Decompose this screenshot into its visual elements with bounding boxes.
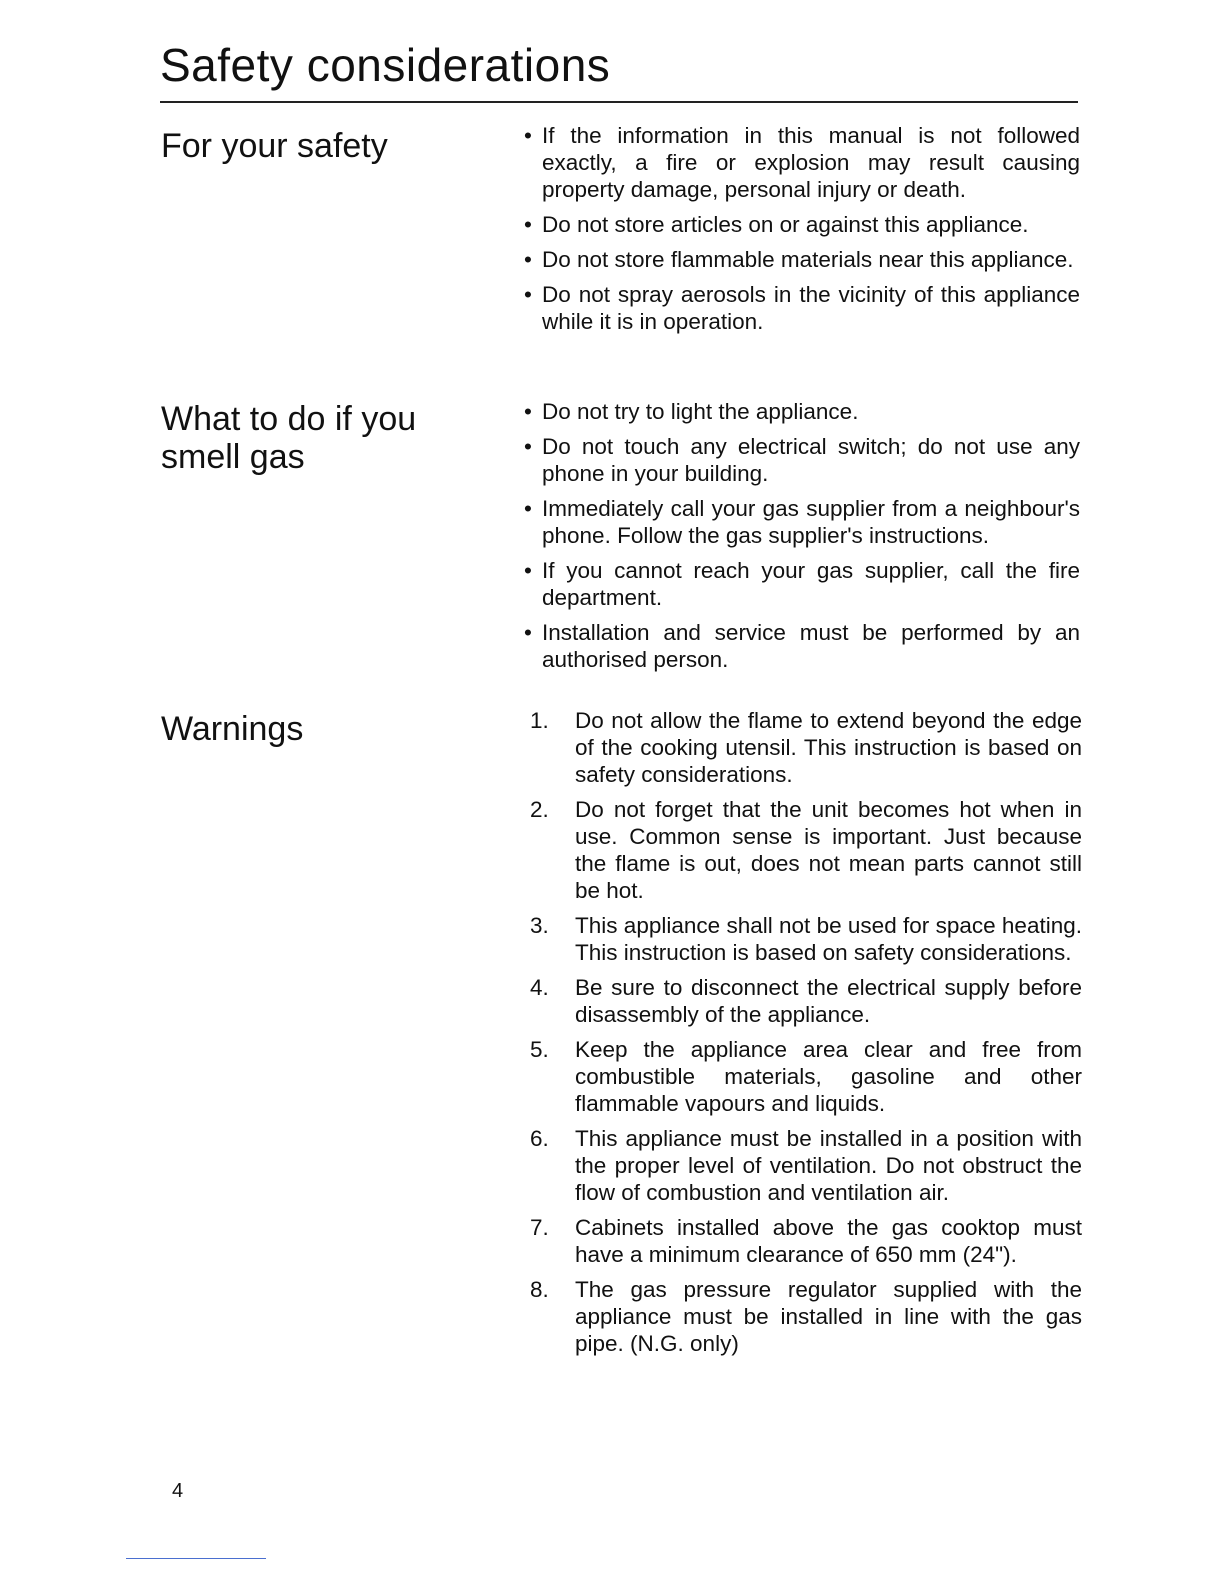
section-heading-gas xyxy=(161,400,461,476)
list-item: • If you cannot reach your gas supplier, call the fire department. xyxy=(524,557,1080,611)
item-text: This appliance must be installed in a position with the proper level of ventilation. Do not obstruct the flow of combustion and ventilation air. xyxy=(575,1126,1082,1205)
list-item: • Do not try to light the appliance. xyxy=(524,398,1080,425)
item-number: 7. xyxy=(530,1215,549,1240)
item-text: Do not allow the flame to extend beyond the edge of the cooking utensil. This instruction is based on safety considerations. xyxy=(575,708,1082,787)
page-number: 4 xyxy=(172,1480,184,1502)
list-item: • Do not spray aerosols in the vicinity of this appliance while it is in operation. xyxy=(524,281,1080,335)
list-item: • Do not store flammable materials near this appliance. xyxy=(524,246,1080,273)
list-item: • Installation and service must be performed by an authorised person. xyxy=(524,619,1080,673)
section-heading-safety: For your safety xyxy=(161,127,388,165)
item-number: 1. xyxy=(530,708,549,733)
list-item xyxy=(520,1214,1082,1268)
list-item: • If the information in this manual is not followed exactly, a fire or explosion may result causing property damage, personal injury or death. xyxy=(524,122,1080,203)
item-number: 4. xyxy=(530,975,549,1000)
item-number: 3. xyxy=(530,913,549,938)
list-item xyxy=(520,1036,1082,1117)
list-item: • Do not touch any electrical switch; do not use any phone in your building. xyxy=(524,433,1080,487)
list-item xyxy=(520,912,1082,966)
item-number: 5. xyxy=(530,1037,549,1062)
item-text: The gas pressure regulator supplied with the appliance must be installed in line with the gas pipe. (N.G. only) xyxy=(575,1277,1082,1356)
heading-line: smell gas xyxy=(161,438,305,476)
list-item xyxy=(520,1276,1082,1357)
list-item xyxy=(520,974,1082,1028)
item-text: This appliance shall not be used for space heating. This instruction is based on safety considerations. xyxy=(575,913,1082,965)
list-item: • Do not store articles on or against this appliance. xyxy=(524,211,1080,238)
list-item xyxy=(520,1125,1082,1206)
item-text: Keep the appliance area clear and free from combustible materials, gasoline and other flammable vapours and liquids. xyxy=(575,1037,1082,1116)
item-text: Do not forget that the unit becomes hot when in use. Common sense is important. Just because the flame is out, does not mean parts cannot still be hot. xyxy=(575,797,1082,903)
bottom-divider xyxy=(126,1558,266,1559)
item-text: Cabinets installed above the gas cooktop must have a minimum clearance of 650 mm (24"). xyxy=(575,1215,1082,1267)
list-item xyxy=(520,707,1082,788)
gas-list xyxy=(524,398,1080,681)
heading-line: What to do if you xyxy=(161,400,417,438)
list-item xyxy=(520,796,1082,904)
page-title: Safety considerations xyxy=(160,39,611,91)
list-item: • Immediately call your gas supplier from a neighbour's phone. Follow the gas supplier's instructions. xyxy=(524,495,1080,549)
item-number: 6. xyxy=(530,1126,549,1151)
safety-list xyxy=(524,122,1080,343)
item-number: 8. xyxy=(530,1277,549,1302)
item-text: Be sure to disconnect the electrical supply before disassembly of the appliance. xyxy=(575,975,1082,1027)
item-number: 2. xyxy=(530,797,549,822)
title-divider xyxy=(160,101,1078,103)
warnings-list xyxy=(520,707,1082,1365)
section-heading-warnings: Warnings xyxy=(161,710,304,748)
